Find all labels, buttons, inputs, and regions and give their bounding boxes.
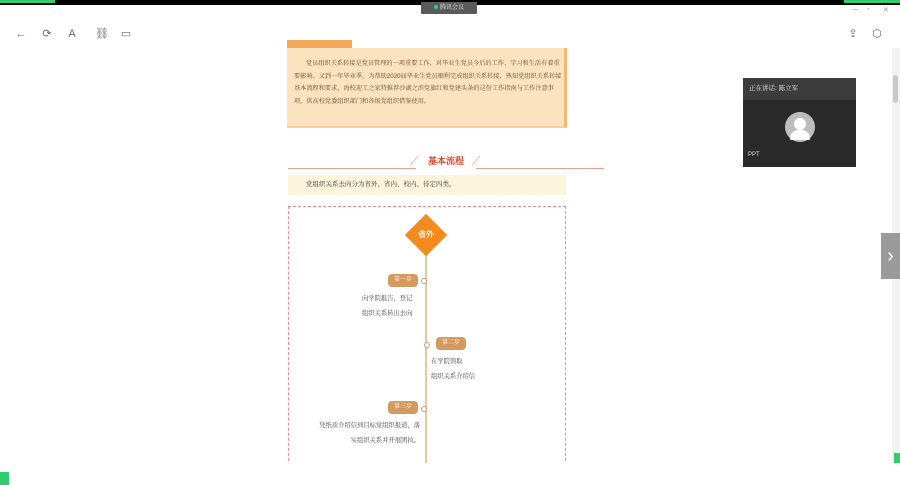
link-icon[interactable]: ⛓ (95, 28, 109, 40)
step-line: 组织关系转出去向 (362, 310, 413, 317)
intro-box (287, 48, 567, 128)
step-dot (421, 406, 427, 412)
minimize-button[interactable]: — (852, 6, 859, 13)
step-line: 实组织关系并开展团执。 (350, 437, 420, 444)
browser-toolbar (0, 18, 900, 48)
window-accent-left (0, 0, 55, 3)
intro-text: 党员组织关系转接是党员管理的一项重要工作，对毕业生党员今后的工作、学习和生活有着重要影响。又到一年毕业季，为帮助2020届毕业生党员顺利完成组织关系转接，熟知党组织关系转接基本流程和要求，海校迎工之家特推荐沙湖之滨党旗红和党建头条的这份工作指南与工作注意事项，供高校党委组织部门和各级党组织借鉴使用。 (294, 60, 562, 105)
close-button[interactable]: ✕ (883, 7, 889, 14)
flow-head-label: 省外 (418, 230, 434, 239)
next-page-button[interactable]: › (881, 233, 900, 279)
timeline-line (425, 232, 427, 472)
meeting-tag-label: 腾讯会议 (439, 5, 464, 11)
flow-summary: 党组织关系去向分为省外、省内、校内、待定四类。 (288, 175, 566, 195)
meeting-tag[interactable] (421, 2, 477, 14)
section-deco-right-icon: ⟋ (472, 154, 481, 168)
step-badge: 第二步 (436, 337, 466, 350)
window-accent-bottom-right (894, 453, 900, 463)
section-divider-left (288, 168, 416, 169)
scrollbar-thumb[interactable] (893, 75, 898, 103)
share-type-label: PPT (748, 152, 760, 158)
section-divider-right (476, 168, 604, 169)
step-text (304, 418, 420, 448)
window-accent-bottom-left (0, 472, 9, 485)
share-icon[interactable]: ⇪ (848, 28, 858, 40)
status-dot-icon (434, 5, 438, 9)
back-icon[interactable]: ← (15, 28, 27, 40)
window-icon[interactable]: ▭ (120, 28, 132, 40)
step-line: 在学院领取 (431, 358, 463, 365)
step-line: 组织关系介绍信 (431, 373, 476, 380)
maximize-button[interactable]: ▫ (867, 6, 870, 13)
avatar (785, 112, 815, 142)
step-badge: 第一步 (388, 274, 418, 287)
step-line: 向学院报告，登记 (362, 295, 413, 302)
step-dot (424, 342, 430, 348)
video-panel[interactable] (743, 78, 856, 167)
step-text (431, 354, 475, 384)
step-badge: 第三步 (388, 401, 418, 414)
window-accent-right (844, 0, 900, 3)
bottom-bar (0, 463, 900, 485)
cube-icon[interactable]: ⬡ (872, 28, 882, 40)
font-size-icon[interactable]: A (68, 28, 76, 40)
section-deco-left-icon: ⟋ (410, 154, 419, 168)
refresh-icon[interactable]: ⟳ (42, 28, 52, 40)
step-text (362, 291, 412, 321)
step-dot (421, 278, 427, 284)
speaker-label: 正在讲话: 陈立军 (743, 78, 856, 100)
section-title: 基本流程 (427, 156, 464, 166)
step-line: 凭纸质介绍信到目标党组织报道，落 (319, 422, 420, 429)
